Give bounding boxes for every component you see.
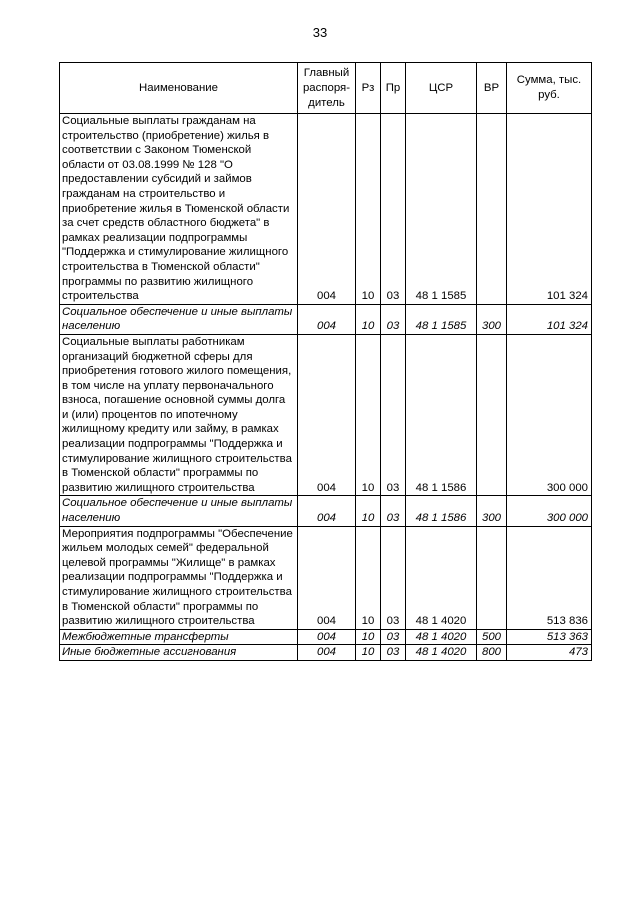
- row-rz: 10: [356, 304, 381, 334]
- row-vr: [477, 526, 507, 629]
- row-sum: 101 324: [507, 304, 592, 334]
- table-header-row: [60, 63, 592, 114]
- row-name: Социальные выплаты работникам организаций бюджетной сферы для приобретения готового жилого помещения, в том числе на уплату первоначального взноса, погашение основной суммы долга и (или) процентов по ипотечному жилищному кредиту или займу, в рамках реализации подпрограммы "Поддержка и стимулирование жилищного строительства в Тюменской области" программы по развитию жилищного строительства: [60, 334, 298, 496]
- table-row: [60, 526, 592, 629]
- header-pr: Пр: [381, 63, 406, 114]
- row-admin: 004: [298, 334, 356, 496]
- row-admin: 004: [298, 526, 356, 629]
- row-name: Социальное обеспечение и иные выплаты населению: [60, 304, 298, 334]
- table-row: [60, 496, 592, 526]
- row-rz: 10: [356, 114, 381, 305]
- row-rz: 10: [356, 629, 381, 645]
- row-admin: 004: [298, 645, 356, 661]
- row-csr: 48 1 4020: [406, 645, 477, 661]
- row-csr: 48 1 1586: [406, 496, 477, 526]
- row-sum: 300 000: [507, 496, 592, 526]
- row-rz: 10: [356, 334, 381, 496]
- header-vr: ВР: [477, 63, 507, 114]
- row-pr: 03: [381, 304, 406, 334]
- header-sum: Сумма, тыс. руб.: [507, 63, 592, 114]
- row-vr: 800: [477, 645, 507, 661]
- header-admin: Главный распоря- дитель: [298, 63, 356, 114]
- row-sum: 513 363: [507, 629, 592, 645]
- row-csr: 48 1 4020: [406, 526, 477, 629]
- row-vr: [477, 334, 507, 496]
- table-row: [60, 629, 592, 645]
- row-rz: 10: [356, 496, 381, 526]
- header-csr: ЦСР: [406, 63, 477, 114]
- row-admin: 004: [298, 629, 356, 645]
- table-row: [60, 645, 592, 661]
- row-pr: 03: [381, 334, 406, 496]
- row-pr: 03: [381, 114, 406, 305]
- row-admin: 004: [298, 304, 356, 334]
- row-name: Социальное обеспечение и иные выплаты населению: [60, 496, 298, 526]
- row-pr: 03: [381, 645, 406, 661]
- row-csr: 48 1 1586: [406, 334, 477, 496]
- row-vr: 500: [477, 629, 507, 645]
- page-number: 33: [312, 25, 328, 40]
- header-name: Наименование: [60, 63, 298, 114]
- row-pr: 03: [381, 496, 406, 526]
- table-row: [60, 114, 592, 305]
- header-rz: Рз: [356, 63, 381, 114]
- row-sum: 101 324: [507, 114, 592, 305]
- row-sum: 473: [507, 645, 592, 661]
- row-vr: [477, 114, 507, 305]
- row-sum: 300 000: [507, 334, 592, 496]
- row-vr: 300: [477, 304, 507, 334]
- row-name: Мероприятия подпрограммы "Обеспечение жильем молодых семей" федеральной целевой программы "Жилище" в рамках реализации подпрограммы "Поддержка и стимулирование жилищного строительства в Тюменской области" программы по развитию жилищного строительства: [60, 526, 298, 629]
- row-pr: 03: [381, 526, 406, 629]
- table-row: [60, 304, 592, 334]
- row-csr: 48 1 1585: [406, 114, 477, 305]
- row-csr: 48 1 4020: [406, 629, 477, 645]
- row-name: Межбюджетные трансферты: [60, 629, 298, 645]
- row-admin: 004: [298, 496, 356, 526]
- row-sum: 513 836: [507, 526, 592, 629]
- budget-table: [59, 62, 592, 661]
- row-csr: 48 1 1585: [406, 304, 477, 334]
- row-pr: 03: [381, 629, 406, 645]
- row-vr: 300: [477, 496, 507, 526]
- row-rz: 10: [356, 645, 381, 661]
- row-admin: 004: [298, 114, 356, 305]
- table-row: [60, 334, 592, 496]
- row-rz: 10: [356, 526, 381, 629]
- row-name: Иные бюджетные ассигнования: [60, 645, 298, 661]
- row-name: Социальные выплаты гражданам на строительство (приобретение) жилья в соответствии с Законом Тюменской области от 03.08.1999 № 128 "О предоставлении субсидий и займов гражданам на строительство и приобретение жилья в Тюменской области за счет средств областного бюджета" в рамках реализации подпрограммы "Поддержка и стимулирование жилищного строительства в Тюменской области" программы по развитию жилищного строительства: [60, 114, 298, 305]
